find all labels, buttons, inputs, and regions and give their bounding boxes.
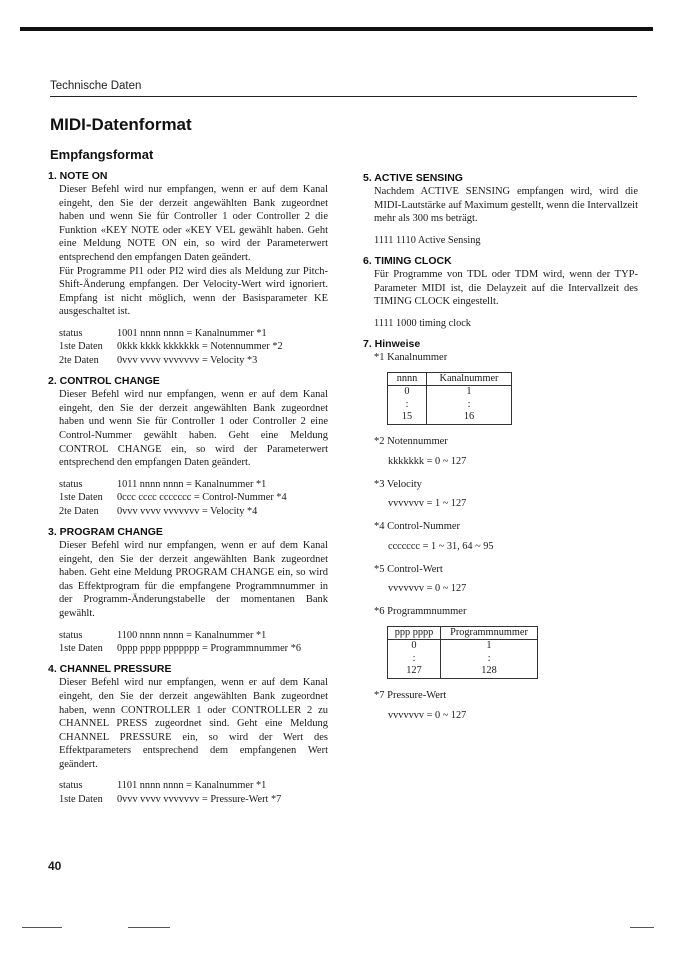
table-header-row (388, 372, 512, 386)
code-value: 0vvv vvvv vvvvvvv = Velocity *4 (117, 505, 258, 517)
code-row (59, 505, 328, 518)
message-format (59, 779, 328, 806)
code-row (59, 478, 328, 491)
code-label: 1ste Daten (59, 341, 103, 353)
message-format (374, 317, 638, 330)
table-cell: 1 (427, 386, 512, 399)
section-heading: 3. PROGRAM CHANGE (48, 525, 163, 538)
footer-mark (630, 927, 654, 928)
note-value: vvvvvvv = 0 ~ 127 (388, 583, 467, 595)
section-title: Empfangsformat (50, 147, 154, 162)
section-notes (363, 338, 638, 721)
note-label: *7 Pressure-Wert (374, 689, 447, 701)
section-heading: 4. CHANNEL PRESSURE (48, 663, 172, 676)
section-heading: 7. Hinweise (363, 338, 421, 351)
message-format (59, 629, 328, 656)
section-channel-pressure (48, 663, 328, 806)
note-value: vvvvvvv = 1 ~ 127 (388, 498, 467, 510)
section-body (59, 676, 328, 771)
left-column (48, 170, 328, 806)
table-cell: 1 (441, 640, 538, 653)
table-header: ppp pppp (388, 626, 441, 640)
section-timing-clock (363, 255, 638, 330)
code-label: status (59, 478, 83, 490)
section-heading: 5. ACTIVE SENSING (363, 172, 463, 184)
table-header: nnnn (388, 372, 427, 386)
note-value: ccccccc = 1 ~ 31, 64 ~ 95 (388, 540, 494, 552)
code-row (59, 491, 328, 504)
message-format (374, 234, 638, 247)
table-cell: : (427, 399, 512, 412)
table-header: Programmnummer (441, 626, 538, 640)
table-cell: 0 (388, 640, 441, 653)
table-row (388, 386, 512, 399)
note-label: *5 Control-Wert (374, 563, 443, 575)
section-program-change (48, 526, 328, 655)
note-value: vvvvvvv = 0 ~ 127 (388, 709, 467, 721)
right-column (363, 172, 638, 732)
code-value: 0vvv vvvv vvvvvvv = Pressure-Wert *7 (117, 793, 282, 805)
table-cell: 0 (388, 386, 427, 399)
message-format (59, 327, 328, 367)
code-row (59, 779, 328, 792)
code-value: 0ccc cccc ccccccc = Control-Nummer *4 (117, 492, 287, 504)
table-row (388, 653, 538, 666)
section-heading: 2. CONTROL CHANGE (48, 375, 160, 388)
code-row (59, 354, 328, 367)
code-value: 0kkk kkkk kkkkkkk = Notennummer *2 (117, 341, 283, 353)
code-row (59, 642, 328, 655)
code-row (59, 340, 328, 353)
code-label: status (59, 780, 83, 792)
code-value: 0vvv vvvv vvvvvvv = Velocity *3 (117, 354, 258, 366)
note-value: kkkkkkk = 0 ~ 127 (388, 455, 467, 467)
note-label: *4 Control-Nummer (374, 521, 461, 533)
code-label: status (59, 327, 83, 339)
section-active-sensing (363, 172, 638, 247)
table-cell: 16 (427, 411, 512, 424)
code-value: 0ppp pppp ppppppp = Programmnummer *6 (117, 642, 301, 654)
section-body (59, 388, 328, 470)
table-row (388, 640, 538, 653)
code-value: 1100 nnnn nnnn = Kanalnummer *1 (117, 629, 267, 641)
program-number-table (387, 626, 538, 679)
code-label: 2te Daten (59, 354, 99, 366)
section-heading: 6. TIMING CLOCK (363, 255, 452, 268)
code-row (59, 327, 328, 340)
note-label: *6 Programmnummer (374, 606, 467, 618)
note-label: *1 Kanalnummer (374, 352, 448, 364)
code-label: 2te Daten (59, 505, 99, 517)
footer-mark (128, 927, 170, 928)
section-body (59, 183, 328, 319)
code-row: 1111 1000 timing clock (374, 317, 471, 329)
message-format (59, 478, 328, 518)
code-label: 1ste Daten (59, 642, 103, 654)
section-body (59, 539, 328, 621)
code-label: 1ste Daten (59, 492, 103, 504)
code-value: 1001 nnnn nnnn = Kanalnummer *1 (117, 327, 267, 339)
paragraph: Für Programme PI1 oder PI2 wird dies als Meldung zur Pitch-Shift-Änderung empfangen. Der Velocity-Wert wird ignoriert. Empfang ist nicht möglich, wenn der Basisparameter KE ausgeschaltet ist. (59, 265, 328, 318)
code-value: 1011 nnnn nnnn = Kanalnummer *1 (117, 478, 267, 490)
table-row (388, 665, 538, 678)
paragraph: Nachdem ACTIVE SENSING empfangen wird, wird die MIDI-Lautstärke auf Maximum gestellt, wenn die Intervallzeit mehr als 300 ms beträgt. (374, 186, 638, 225)
table-cell: 128 (441, 665, 538, 678)
top-rule (20, 27, 653, 31)
paragraph: Für Programme von TDL oder TDM wird, wenn der TYP-Parameter MIDI ist, die Delayzeit auf die Intervallzeit des TIMING CLOCK eingestellt. (374, 269, 638, 308)
note-label: *2 Notennummer (374, 435, 448, 447)
table-row (388, 399, 512, 412)
header-rule (50, 96, 637, 97)
section-heading: 1. NOTE ON (48, 170, 108, 182)
code-label: 1ste Daten (59, 793, 103, 805)
paragraph: Dieser Befehl wird nur empfangen, wenn er auf dem Kanal eingeht, den Sie der derzeit angewählten Bank zugeordnet haben und wenn Sie für Controller 1 oder Controller 2 die Funktion «KEY NOTE oder «KEY VEL gewählt haben. Geht eine Meldung NOTE ON ein, so wird der Parameterwert entsprechend den empfangen Daten geändert. (59, 184, 328, 263)
section-body (374, 268, 638, 309)
table-cell: 127 (388, 665, 441, 678)
code-row (59, 629, 328, 642)
page-title: MIDI-Datenformat (50, 115, 192, 134)
table-cell: : (388, 653, 441, 666)
table-cell: : (388, 399, 427, 412)
table-cell: : (441, 653, 538, 666)
table-header-row (388, 626, 538, 640)
code-row: 1111 1110 Active Sensing (374, 234, 481, 246)
paragraph: Dieser Befehl wird nur empfangen, wenn er auf dem Kanal eingeht, den Sie der derzeit angewählten Bank zugeordnet haben und wenn Sie für Controller 1 oder Controller 2 eine Control-Nummer gewählt haben. Geht eine Meldung CONTROL CHANGE ein, so wird der Parameterwert entsprechend den empfangen Daten geändert. (59, 389, 328, 469)
section-control-change (48, 375, 328, 518)
section-body (374, 185, 638, 226)
table-header: Kanalnummer (427, 372, 512, 386)
paragraph: Dieser Befehl wird nur empfangen, wenn er auf dem Kanal eingeht, den Sie der derzeit angewählten Bank zugeordnet haben. Geht eine Meldung PROGRAM CHANGE ein, so wird das Effektprogram für die empfangene Programmnummer in der Programm-Änderungstabelle der momentanen Bank gewählt. (59, 539, 328, 619)
footer-mark (22, 927, 62, 928)
table-row (388, 411, 512, 424)
code-row (59, 793, 328, 806)
channel-number-table (387, 372, 512, 425)
table-cell: 15 (388, 411, 427, 424)
note-label: *3 Velocity (374, 478, 422, 490)
page-number: 40 (48, 859, 62, 873)
section-note-on (48, 170, 328, 367)
paragraph: Dieser Befehl wird nur empfangen, wenn er auf dem Kanal eingeht, den Sie der derzeit angewählten Bank zugeordnet haben, wenn CONTROLLER 1 oder CONTROLLER 2 zu CHANNEL PRESS zugeordnet sind. Geht eine Meldung CHANNEL PRESSURE ein, so wird der Wert des Effektparameters entsprechend dem empfangenen Wert geändert. (59, 677, 328, 770)
code-value: 1101 nnnn nnnn = Kanalnummer *1 (117, 780, 267, 792)
code-label: status (59, 629, 83, 641)
running-head: Technische Daten (50, 80, 142, 92)
